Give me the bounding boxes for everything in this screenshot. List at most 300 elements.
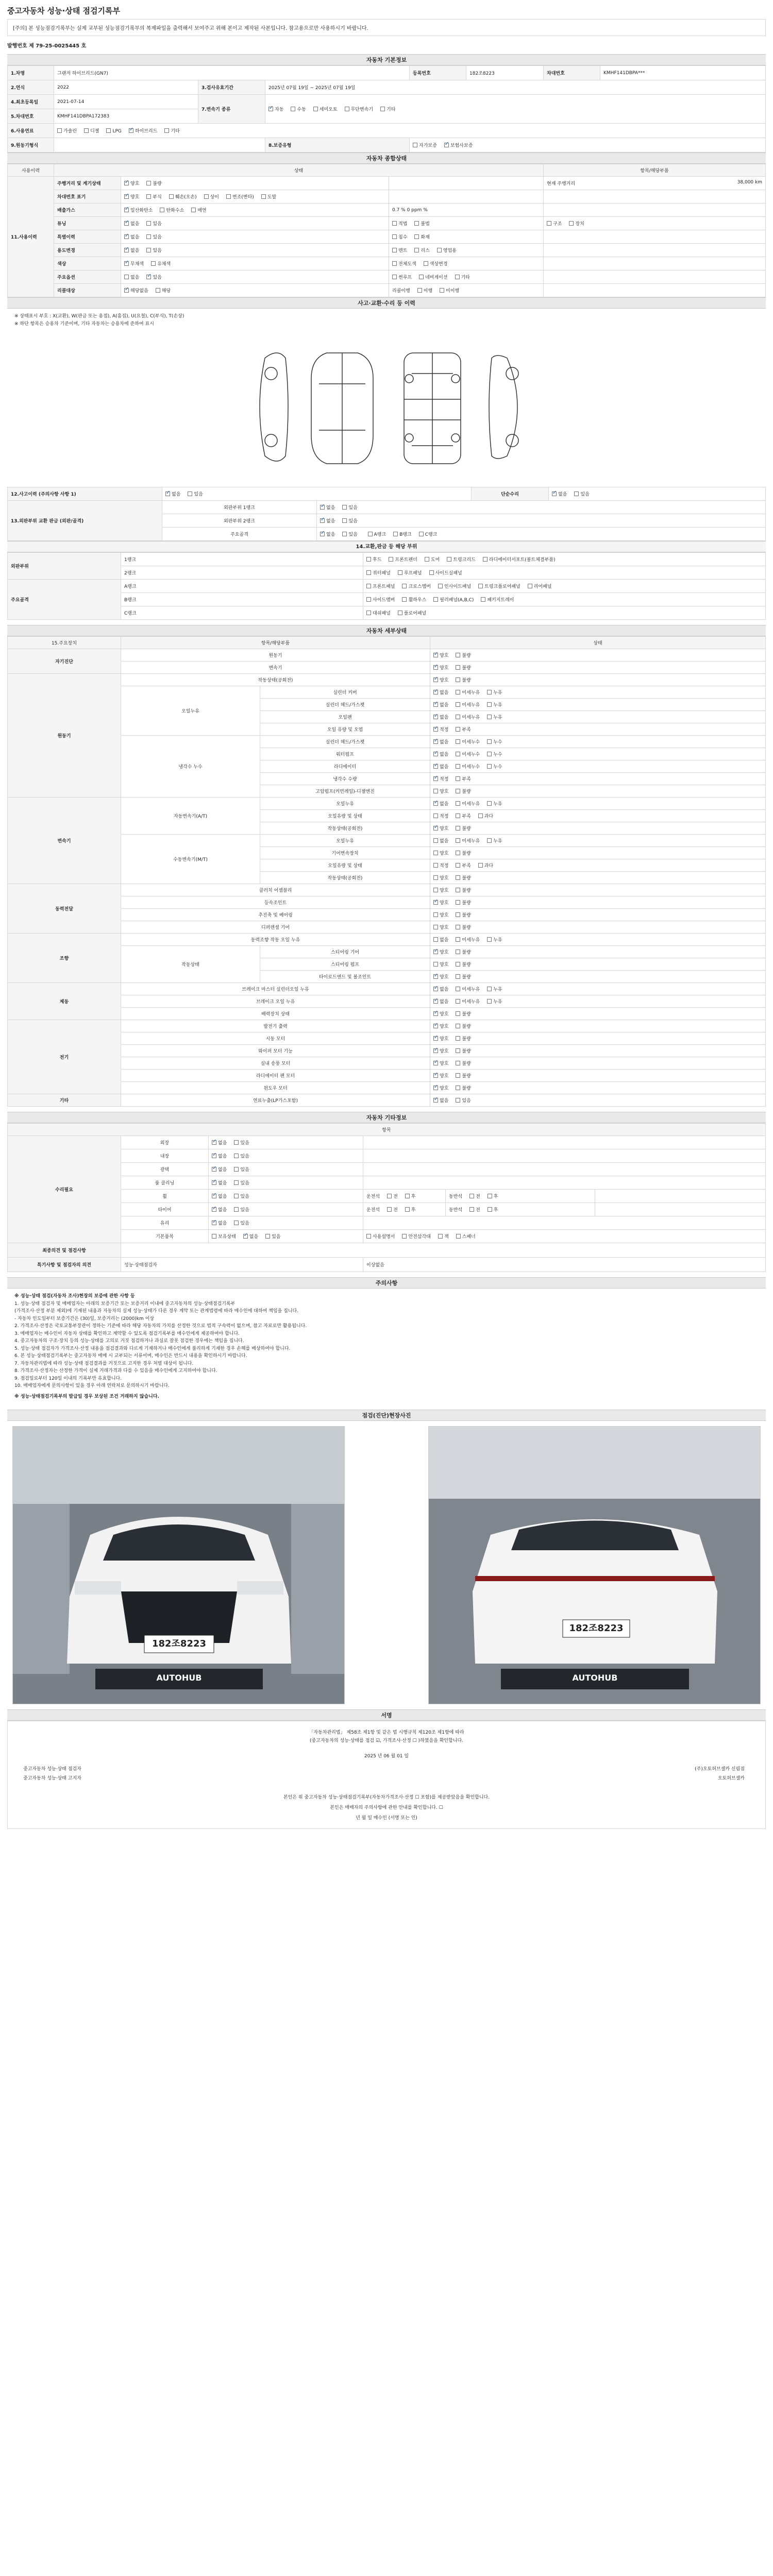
checkbox-icon[interactable] <box>366 557 371 562</box>
checkbox-icon[interactable] <box>234 1221 239 1225</box>
detail-group: 변속기 <box>8 798 121 884</box>
checkbox-icon[interactable] <box>414 234 419 239</box>
checkbox-icon[interactable] <box>366 611 371 615</box>
checkbox-icon[interactable] <box>413 143 417 147</box>
checkbox-icon[interactable] <box>433 962 438 967</box>
detail-item: 와이퍼 모터 기능 <box>121 1045 430 1057</box>
option-item <box>481 596 514 603</box>
receive-line-3: 년 월 일 매수인 (서명 또는 인) <box>356 1816 417 1821</box>
detail-row <box>8 1045 766 1057</box>
checkbox-icon[interactable] <box>124 248 129 252</box>
checkbox-icon[interactable] <box>456 1234 461 1239</box>
checkbox-icon[interactable] <box>456 987 460 991</box>
checkbox-icon[interactable] <box>320 518 325 523</box>
detail-options <box>430 649 766 662</box>
checkbox-icon[interactable] <box>433 690 438 694</box>
checkbox-icon[interactable] <box>124 181 129 185</box>
parts-row <box>8 606 766 620</box>
checkbox-icon[interactable] <box>456 1024 460 1028</box>
checkbox-icon[interactable] <box>414 248 419 252</box>
checkbox-icon[interactable] <box>342 518 347 523</box>
checkbox-icon[interactable] <box>387 1194 392 1198</box>
checkbox-icon[interactable] <box>433 1073 438 1078</box>
parts-items <box>363 566 766 580</box>
option-item <box>456 986 480 992</box>
checkbox-icon[interactable] <box>433 814 438 818</box>
checkbox-icon[interactable] <box>414 221 419 226</box>
checkbox-icon[interactable] <box>456 715 460 719</box>
checkbox-icon[interactable] <box>433 1011 438 1016</box>
parts-rank: 1랭크 <box>121 553 363 566</box>
checkbox-icon[interactable] <box>433 863 438 868</box>
general-col-usage: 사용이력 <box>8 164 54 177</box>
other-row <box>8 1149 766 1163</box>
option-label: 누유 <box>493 839 502 844</box>
checkbox-icon[interactable] <box>234 1167 239 1172</box>
option-item <box>433 738 448 745</box>
checkbox-icon[interactable] <box>380 107 385 111</box>
note-line: 8. 가격조사·산정자는 산정한 가격이 실제 거래가격과 다를 수 있음을 매수인에게 고지하여야 합니다. <box>14 1368 217 1374</box>
checkbox-icon[interactable] <box>84 128 89 133</box>
checkbox-icon[interactable] <box>433 987 438 991</box>
checkbox-icon[interactable] <box>433 838 438 843</box>
option-label: 미이행 <box>446 289 460 294</box>
checkbox-icon[interactable] <box>456 826 460 831</box>
checkbox-icon[interactable] <box>212 1140 216 1145</box>
option-label: 양호 <box>440 876 449 881</box>
checkbox-icon[interactable] <box>456 937 460 942</box>
photos-header: 점검(진단)현장사진 <box>7 1410 766 1421</box>
checkbox-icon[interactable] <box>124 261 129 266</box>
checkbox-icon[interactable] <box>392 261 397 266</box>
checkbox-icon[interactable] <box>469 1194 474 1198</box>
option-item <box>433 1035 448 1042</box>
vin-short-label: 차대번호 <box>544 66 600 80</box>
checkbox-icon[interactable] <box>164 128 169 133</box>
checkbox-icon[interactable] <box>433 727 438 732</box>
option-label: 양호 <box>440 925 449 930</box>
checkbox-icon[interactable] <box>419 532 424 536</box>
checkbox-icon[interactable] <box>440 288 444 293</box>
option-label: 양호 <box>130 195 140 200</box>
checkbox-icon[interactable] <box>456 1073 460 1078</box>
general-row-extra-options <box>389 284 544 297</box>
checkbox-icon[interactable] <box>424 261 428 266</box>
option-item <box>212 1193 227 1199</box>
option-label: 일산화탄소 <box>130 208 153 213</box>
checkbox-icon[interactable] <box>488 1207 492 1212</box>
option-label: 대쉬패널 <box>373 611 391 616</box>
checkbox-icon[interactable] <box>433 974 438 979</box>
detail-group: 조향 <box>8 934 121 983</box>
option-label: 도말 <box>267 195 277 200</box>
checkbox-icon[interactable] <box>487 752 492 756</box>
checkbox-icon[interactable] <box>124 221 129 226</box>
checkbox-icon[interactable] <box>433 1086 438 1090</box>
option-item <box>456 775 470 782</box>
checkbox-icon[interactable] <box>433 925 438 929</box>
checkbox-icon[interactable] <box>456 801 460 806</box>
checkbox-icon[interactable] <box>393 532 398 536</box>
checkbox-icon[interactable] <box>320 505 325 510</box>
checkbox-icon[interactable] <box>212 1207 216 1212</box>
checkbox-icon[interactable] <box>268 107 273 111</box>
checkbox-icon[interactable] <box>487 764 492 769</box>
option-item <box>129 127 157 134</box>
option-item <box>398 569 422 576</box>
checkbox-icon[interactable] <box>456 888 460 892</box>
checkbox-icon[interactable] <box>433 677 438 682</box>
checkbox-icon[interactable] <box>234 1180 239 1185</box>
checkbox-icon[interactable] <box>212 1154 216 1158</box>
option-label: 양호 <box>440 1061 449 1066</box>
checkbox-icon[interactable] <box>433 851 438 855</box>
option-label: 잭 <box>444 1234 449 1240</box>
checkbox-icon[interactable] <box>456 900 460 905</box>
checkbox-icon[interactable] <box>366 570 371 575</box>
general-row-options <box>121 204 389 217</box>
checkbox-icon[interactable] <box>124 208 129 212</box>
option-item <box>456 998 480 1005</box>
other-options <box>209 1190 363 1203</box>
checkbox-icon[interactable] <box>447 557 451 562</box>
checkbox-icon[interactable] <box>212 1180 216 1185</box>
checkbox-icon[interactable] <box>483 557 488 562</box>
checkbox-icon[interactable] <box>212 1221 216 1225</box>
checkbox-icon[interactable] <box>456 677 460 682</box>
checkbox-icon[interactable] <box>433 1098 438 1103</box>
checkbox-icon[interactable] <box>433 789 438 793</box>
option-item <box>478 812 493 819</box>
note-line: 3. 매매업자는 매수인이 자동차 상태를 확인하고 계약할 수 있도록 점검기록부를 매수인에게 제공하여야 합니다. <box>14 1331 240 1336</box>
checkbox-icon[interactable] <box>456 1036 460 1041</box>
checkbox-icon[interactable] <box>366 597 371 602</box>
legend-line-2: ※ 하단 항목은 승용차 기준이며, 기타 자동차는 승용차에 준하여 표시 <box>14 321 154 327</box>
checkbox-icon[interactable] <box>151 261 156 266</box>
checkbox-icon[interactable] <box>433 1048 438 1053</box>
checkbox-icon[interactable] <box>437 248 442 252</box>
checkbox-icon[interactable] <box>456 863 460 868</box>
detail-row <box>8 1094 766 1107</box>
option-item <box>160 207 184 213</box>
checkbox-icon[interactable] <box>212 1234 216 1239</box>
checkbox-icon[interactable] <box>456 875 460 880</box>
checkbox-icon[interactable] <box>456 789 460 793</box>
option-item <box>212 1233 236 1240</box>
detail-item: 오일 유량 및 오염 <box>260 723 430 736</box>
other-options <box>209 1230 363 1243</box>
option-label: 부족 <box>462 777 471 782</box>
mileage-text: 현재 주행거리 <box>547 181 576 187</box>
checkbox-icon[interactable] <box>456 727 460 732</box>
checkbox-icon[interactable] <box>456 690 460 694</box>
checkbox-icon[interactable] <box>405 1207 410 1212</box>
option-item <box>456 1060 470 1066</box>
checkbox-icon[interactable] <box>487 999 492 1004</box>
checkbox-icon[interactable] <box>433 912 438 917</box>
checkbox-icon[interactable] <box>433 752 438 756</box>
checkbox-icon[interactable] <box>487 715 492 719</box>
detail-options <box>430 847 766 859</box>
checkbox-icon[interactable] <box>456 1098 460 1103</box>
checkbox-icon[interactable] <box>226 194 231 199</box>
option-item <box>433 1060 448 1066</box>
checkbox-icon[interactable] <box>425 557 429 562</box>
checkbox-icon[interactable] <box>487 801 492 806</box>
first-reg-value: 2021-07-14 <box>54 95 198 109</box>
checkbox-icon[interactable] <box>433 888 438 892</box>
option-item <box>487 763 502 770</box>
option-label: 있음 <box>348 532 358 537</box>
checkbox-icon[interactable] <box>456 974 460 979</box>
checkbox-icon[interactable] <box>156 288 160 293</box>
checkbox-icon[interactable] <box>234 1154 239 1158</box>
general-row-parts <box>544 257 766 270</box>
checkbox-icon[interactable] <box>433 875 438 880</box>
option-label: 양호 <box>440 1049 449 1054</box>
checkbox-icon[interactable] <box>124 194 129 199</box>
checkbox-icon[interactable] <box>392 275 397 279</box>
checkbox-icon[interactable] <box>191 208 196 212</box>
checkbox-icon[interactable] <box>433 764 438 769</box>
checkbox-icon[interactable] <box>433 665 438 670</box>
checkbox-icon[interactable] <box>547 221 551 226</box>
checkbox-icon[interactable] <box>455 275 460 279</box>
checkbox-icon[interactable] <box>433 653 438 657</box>
general-row-extra-options <box>389 244 544 257</box>
checkbox-icon[interactable] <box>456 962 460 967</box>
other-options <box>209 1149 363 1163</box>
option-label: 불량 <box>462 962 471 968</box>
checkbox-icon[interactable] <box>433 702 438 707</box>
parts-items <box>363 593 766 606</box>
checkbox-icon[interactable] <box>478 584 483 588</box>
checkbox-icon[interactable] <box>234 1207 239 1212</box>
checkbox-icon[interactable] <box>146 248 151 252</box>
checkbox-icon[interactable] <box>124 275 129 279</box>
checkbox-icon[interactable] <box>313 107 318 111</box>
checkbox-icon[interactable] <box>160 208 164 212</box>
checkbox-icon[interactable] <box>574 492 579 496</box>
detail-item: 시동 모터 <box>121 1032 430 1045</box>
checkbox-icon[interactable] <box>456 1048 460 1053</box>
option-item <box>212 1179 227 1186</box>
checkbox-icon[interactable] <box>417 288 422 293</box>
checkbox-icon[interactable] <box>419 275 424 279</box>
detail-state-header: 자동차 세부상태 <box>7 625 766 636</box>
checkbox-icon[interactable] <box>456 776 460 781</box>
detail-item: 작동상태(공회전) <box>121 674 430 686</box>
option-item <box>165 490 180 497</box>
option-item <box>419 274 447 280</box>
fuel-options <box>54 124 766 138</box>
checkbox-icon[interactable] <box>456 925 460 929</box>
checkbox-icon[interactable] <box>433 937 438 942</box>
checkbox-icon[interactable] <box>129 128 133 133</box>
detail-item: 작동상태(공회전) <box>260 872 430 884</box>
checkbox-icon[interactable] <box>456 739 460 744</box>
option-label: 자동 <box>275 107 284 112</box>
checkbox-icon[interactable] <box>488 1194 492 1198</box>
checkbox-icon[interactable] <box>433 776 438 781</box>
option-label: 안전삼각대 <box>408 1234 431 1240</box>
checkbox-icon[interactable] <box>456 851 460 855</box>
option-item <box>456 1097 470 1104</box>
checkbox-icon[interactable] <box>481 597 485 602</box>
checkbox-icon[interactable] <box>392 248 397 252</box>
detail-options <box>430 1008 766 1020</box>
general-row-parts <box>544 204 766 217</box>
checkbox-icon[interactable] <box>320 532 325 536</box>
checkbox-icon[interactable] <box>389 557 393 562</box>
option-item: 후 <box>405 1193 416 1199</box>
checkbox-icon[interactable] <box>487 838 492 843</box>
parts-rank: 2랭크 <box>121 566 363 580</box>
checkbox-icon[interactable] <box>392 234 397 239</box>
checkbox-icon[interactable] <box>402 1234 407 1239</box>
checkbox-icon[interactable] <box>146 221 151 226</box>
checkbox-icon[interactable] <box>398 570 402 575</box>
checkbox-icon[interactable] <box>234 1194 239 1198</box>
parts-table <box>7 552 766 620</box>
checkbox-icon[interactable] <box>212 1194 216 1198</box>
checkbox-icon[interactable] <box>106 128 111 133</box>
option-label: 불량 <box>462 901 471 906</box>
checkbox-icon[interactable] <box>487 702 492 707</box>
checkbox-icon[interactable] <box>456 1061 460 1065</box>
checkbox-icon[interactable] <box>478 814 483 818</box>
checkbox-icon[interactable] <box>456 999 460 1004</box>
checkbox-icon[interactable] <box>433 900 438 905</box>
reg-number-value: 182조8223 <box>466 66 544 80</box>
checkbox-icon[interactable] <box>165 492 170 496</box>
option-item <box>478 583 520 589</box>
checkbox-icon[interactable] <box>342 505 347 510</box>
checkbox-icon[interactable] <box>456 1011 460 1016</box>
checkbox-icon[interactable] <box>433 826 438 831</box>
checkbox-icon[interactable] <box>456 653 460 657</box>
checkbox-icon[interactable] <box>169 194 174 199</box>
checkbox-icon[interactable] <box>366 1234 371 1239</box>
checkbox-icon[interactable] <box>243 1234 248 1239</box>
checkbox-icon[interactable] <box>429 570 434 575</box>
checkbox-icon[interactable] <box>368 532 373 536</box>
option-item <box>456 701 480 708</box>
checkbox-icon[interactable] <box>456 838 460 843</box>
option-item <box>433 887 448 893</box>
checkbox-icon[interactable] <box>478 863 483 868</box>
checkbox-icon[interactable] <box>433 1024 438 1028</box>
checkbox-icon[interactable] <box>444 143 449 147</box>
checkbox-icon[interactable] <box>433 1036 438 1041</box>
checkbox-icon[interactable] <box>146 194 151 199</box>
checkbox-icon[interactable] <box>124 288 129 293</box>
option-item <box>366 569 391 576</box>
checkbox-icon[interactable] <box>291 107 295 111</box>
checkbox-icon[interactable] <box>487 690 492 694</box>
checkbox-icon[interactable] <box>528 584 532 588</box>
checkbox-icon[interactable] <box>456 912 460 917</box>
checkbox-icon[interactable] <box>456 950 460 954</box>
option-label: 불량 <box>462 876 471 881</box>
option-label: 누수 <box>493 740 502 745</box>
general-row-options <box>121 177 389 190</box>
checkbox-icon[interactable] <box>433 1061 438 1065</box>
checkbox-icon[interactable] <box>124 234 129 239</box>
option-item <box>342 504 357 511</box>
detail-item: 배력장치 상태 <box>121 1008 430 1020</box>
checkbox-icon[interactable] <box>433 739 438 744</box>
checkbox-icon[interactable] <box>402 597 407 602</box>
checkbox-icon[interactable] <box>456 665 460 670</box>
checkbox-icon[interactable] <box>146 181 151 185</box>
checkbox-icon[interactable] <box>146 275 151 279</box>
checkbox-icon[interactable] <box>438 584 443 588</box>
detail-row <box>8 909 766 921</box>
checkbox-icon[interactable] <box>456 702 460 707</box>
option-item <box>414 247 429 253</box>
checkbox-icon[interactable] <box>392 221 397 226</box>
checkbox-icon[interactable] <box>261 194 266 199</box>
checkbox-icon[interactable] <box>265 1234 270 1239</box>
detail-options <box>430 835 766 847</box>
checkbox-icon[interactable] <box>456 814 460 818</box>
outer-parts-label: 외판부위 <box>8 553 121 580</box>
checkbox-icon[interactable] <box>487 987 492 991</box>
checkbox-icon[interactable] <box>433 999 438 1004</box>
checkbox-icon[interactable] <box>433 801 438 806</box>
option-label: 불법 <box>421 222 430 227</box>
checkbox-icon[interactable] <box>387 1207 392 1212</box>
checkbox-icon[interactable] <box>405 1194 410 1198</box>
checkbox-icon[interactable] <box>487 739 492 744</box>
checkbox-icon[interactable] <box>456 764 460 769</box>
checkbox-icon[interactable] <box>438 1234 443 1239</box>
vin-short-value: KMHF141DBPA*** <box>600 66 766 80</box>
checkbox-icon[interactable] <box>212 1167 216 1172</box>
option-item <box>124 193 139 200</box>
period-value: 2025년 07월 19일 ~ 2025년 07월 19일 <box>265 80 766 95</box>
general-row <box>8 270 766 284</box>
checkbox-icon[interactable] <box>342 532 347 536</box>
checkbox-icon[interactable] <box>469 1207 474 1212</box>
checkbox-icon[interactable] <box>234 1140 239 1145</box>
checkbox-icon[interactable] <box>456 1086 460 1090</box>
checkbox-icon[interactable] <box>398 611 402 615</box>
checkbox-icon[interactable] <box>456 752 460 756</box>
checkbox-icon[interactable] <box>552 492 557 496</box>
option-item <box>547 220 562 227</box>
checkbox-icon[interactable] <box>569 221 574 226</box>
exchange-rank1-options <box>317 501 766 514</box>
checkbox-icon[interactable] <box>433 597 438 602</box>
general-row-parts <box>544 270 766 284</box>
checkbox-icon[interactable] <box>433 950 438 954</box>
checkbox-icon[interactable] <box>487 937 492 942</box>
checkbox-icon[interactable] <box>204 194 209 199</box>
checkbox-icon[interactable] <box>57 128 62 133</box>
checkbox-icon[interactable] <box>146 234 151 239</box>
checkbox-icon[interactable] <box>188 492 192 496</box>
checkbox-icon[interactable] <box>345 107 349 111</box>
detail-options <box>430 798 766 810</box>
car-name-value: 그랜저 하이브리드(GN7) <box>54 66 410 80</box>
checkbox-icon[interactable] <box>366 584 371 588</box>
detail-item: 동력조향 작동 오일 누유 <box>121 934 430 946</box>
checkbox-icon[interactable] <box>402 584 407 588</box>
checkbox-icon[interactable] <box>433 715 438 719</box>
option-label: 양호 <box>440 653 449 658</box>
